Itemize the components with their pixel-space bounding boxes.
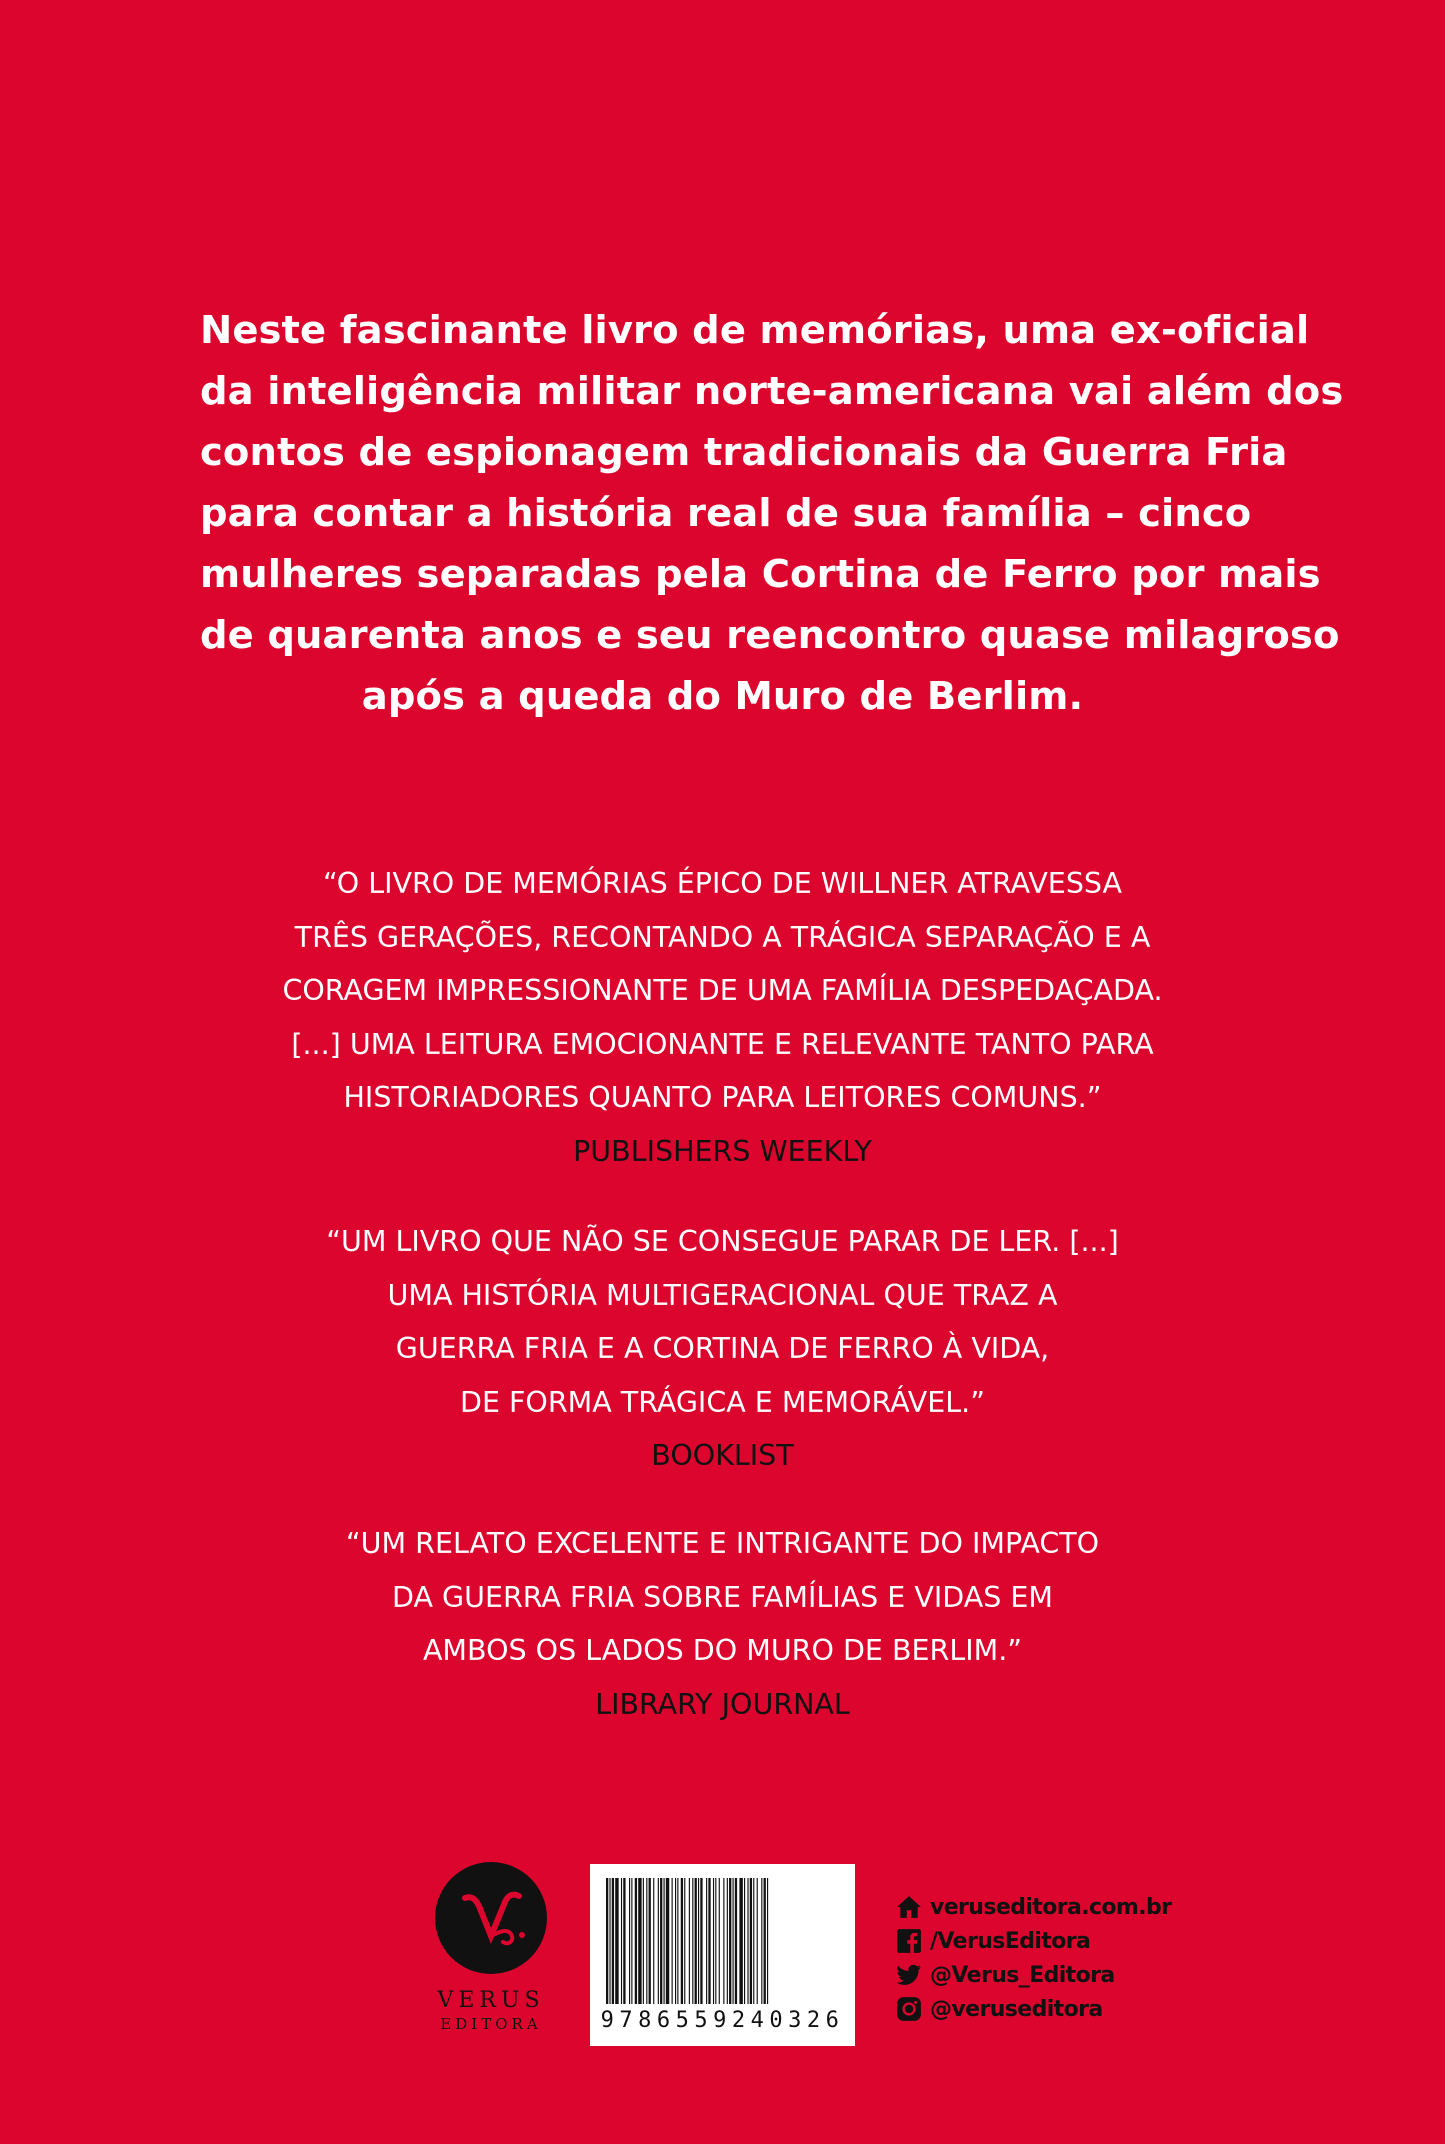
barcode-bar bbox=[708, 1878, 710, 2004]
barcode-bar bbox=[761, 1878, 762, 2004]
barcode-bar bbox=[658, 1878, 659, 2004]
social-facebook[interactable] bbox=[896, 1924, 1171, 1958]
blurb-line: após a queda do Muro de Berlim. bbox=[361, 674, 1084, 719]
isbn-barcode bbox=[590, 1864, 855, 2046]
review-publishers-weekly bbox=[150, 857, 1295, 1178]
review-library-journal bbox=[150, 1517, 1295, 1731]
publisher-name: VERUS bbox=[437, 1988, 545, 2013]
barcode-bar bbox=[689, 1878, 690, 2004]
barcode-bar bbox=[713, 1878, 714, 2004]
review-line: TRÊS GERAÇÕES, RECONTANDO A TRÁGICA SEPARAÇÃO E A bbox=[294, 920, 1151, 954]
barcode-bar bbox=[727, 1878, 728, 2004]
review-line: UMA HISTÓRIA MULTIGERACIONAL QUE TRAZ A bbox=[387, 1278, 1058, 1312]
blurb-line: de quarenta anos e seu reencontro quase milagroso bbox=[200, 613, 1340, 658]
barcode-bar bbox=[666, 1878, 669, 2004]
facebook-icon bbox=[896, 1928, 922, 1954]
blurb-line: contos de espionagem tradicionais da Guerra Fria bbox=[200, 430, 1288, 475]
blurb-line: da inteligência militar norte-americana vai além dos bbox=[200, 369, 1344, 414]
home-icon bbox=[896, 1894, 922, 1920]
barcode-bars bbox=[604, 1878, 841, 2004]
social-links bbox=[896, 1890, 1171, 2026]
social-text: veruseditora.com.br bbox=[930, 1894, 1172, 1920]
social-text: @Verus_Editora bbox=[930, 1962, 1115, 1988]
barcode-bar bbox=[695, 1878, 697, 2004]
barcode-bar bbox=[753, 1878, 754, 2004]
barcode-bar bbox=[757, 1878, 758, 2004]
review-line: “O LIVRO DE MEMÓRIAS ÉPICO DE WILLNER ATRAVESSA bbox=[322, 867, 1123, 900]
review-booklist bbox=[150, 1215, 1295, 1483]
review-source: LIBRARY JOURNAL bbox=[595, 1687, 850, 1721]
barcode-bar bbox=[744, 1878, 745, 2004]
barcode-bar bbox=[612, 1878, 614, 2004]
isbn-number: 9786559240326 bbox=[600, 2008, 845, 2033]
barcode-bar bbox=[621, 1878, 622, 2004]
synopsis-blurb bbox=[200, 300, 1344, 727]
barcode-bar bbox=[747, 1878, 748, 2004]
barcode-bar bbox=[698, 1878, 699, 2004]
barcode-bar bbox=[646, 1878, 647, 2004]
barcode-bar bbox=[635, 1878, 637, 2004]
twitter-icon bbox=[896, 1962, 922, 1988]
blurb-line: para contar a história real de sua família – cinco bbox=[200, 491, 1252, 536]
barcode-bar bbox=[643, 1878, 644, 2004]
barcode-bar bbox=[735, 1878, 737, 2004]
review-source: PUBLISHERS WEEKLY bbox=[573, 1134, 872, 1168]
barcode-bar bbox=[615, 1878, 618, 2004]
barcode-bar bbox=[706, 1878, 707, 2004]
barcode-bar bbox=[672, 1878, 673, 2004]
barcode-bar bbox=[764, 1878, 766, 2004]
barcode-bar bbox=[719, 1878, 720, 2004]
barcode-bar bbox=[660, 1878, 662, 2004]
barcode-bar bbox=[739, 1878, 742, 2004]
review-line: “UM LIVRO QUE NÃO SE CONSEGUE PARAR DE LER. [...] bbox=[326, 1225, 1119, 1258]
barcode-bar bbox=[631, 1878, 632, 2004]
review-line: DE FORMA TRÁGICA E MEMORÁVEL.” bbox=[460, 1385, 985, 1419]
instagram-icon bbox=[896, 1996, 922, 2022]
barcode-bar bbox=[664, 1878, 665, 2004]
review-line: [...] UMA LEITURA EMOCIONANTE E RELEVANTE TANTO PARA bbox=[291, 1027, 1154, 1061]
social-twitter[interactable] bbox=[896, 1958, 1171, 1992]
barcode-bar bbox=[677, 1878, 678, 2004]
review-line: AMBOS OS LADOS DO MURO DE BERLIM.” bbox=[422, 1634, 1023, 1667]
publisher-logo bbox=[422, 1862, 560, 2034]
review-line: GUERRA FRIA E A CORTINA DE FERRO À VIDA, bbox=[395, 1332, 1050, 1365]
barcode-bar bbox=[681, 1878, 683, 2004]
barcode-bar bbox=[675, 1878, 676, 2004]
barcode-bar bbox=[733, 1878, 734, 2004]
barcode-bar bbox=[692, 1878, 693, 2004]
barcode-bar bbox=[623, 1878, 625, 2004]
barcode-bar bbox=[729, 1878, 731, 2004]
publisher-subtitle: EDITORA bbox=[440, 2015, 542, 2033]
barcode-bar bbox=[700, 1878, 702, 2004]
review-line: CORAGEM IMPRESSIONANTE DE UMA FAMÍLIA DESPEDAÇADA. bbox=[282, 974, 1163, 1007]
review-line: DA GUERRA FRIA SOBRE FAMÍLIAS E VIDAS EM bbox=[392, 1580, 1053, 1614]
social-website[interactable] bbox=[896, 1890, 1171, 1924]
barcode-bar bbox=[606, 1878, 608, 2004]
barcode-bar bbox=[715, 1878, 716, 2004]
social-instagram[interactable] bbox=[896, 1992, 1171, 2026]
barcode-bar bbox=[609, 1878, 610, 2004]
barcode-bar bbox=[629, 1878, 630, 2004]
barcode-bar bbox=[638, 1878, 641, 2004]
review-source: BOOKLIST bbox=[651, 1439, 794, 1472]
social-text: /VerusEditora bbox=[930, 1928, 1091, 1954]
barcode-bar bbox=[653, 1878, 654, 2004]
barcode-bar bbox=[723, 1878, 724, 2004]
barcode-bar bbox=[767, 1878, 768, 2004]
barcode-bar bbox=[684, 1878, 685, 2004]
review-line: HISTORIADORES QUANTO PARA LEITORES COMUNS.” bbox=[343, 1081, 1102, 1114]
review-line: “UM RELATO EXCELENTE E INTRIGANTE DO IMPACTO bbox=[345, 1527, 1100, 1560]
blurb-line: Neste fascinante livro de memórias, uma ex-oficial bbox=[200, 308, 1310, 353]
blurb-line: mulheres separadas pela Cortina de Ferro por mais bbox=[200, 552, 1321, 597]
publisher-monogram-icon bbox=[435, 1862, 547, 1974]
barcode-bar bbox=[750, 1878, 752, 2004]
barcode-bar bbox=[649, 1878, 651, 2004]
social-text: @veruseditora bbox=[930, 1996, 1103, 2022]
